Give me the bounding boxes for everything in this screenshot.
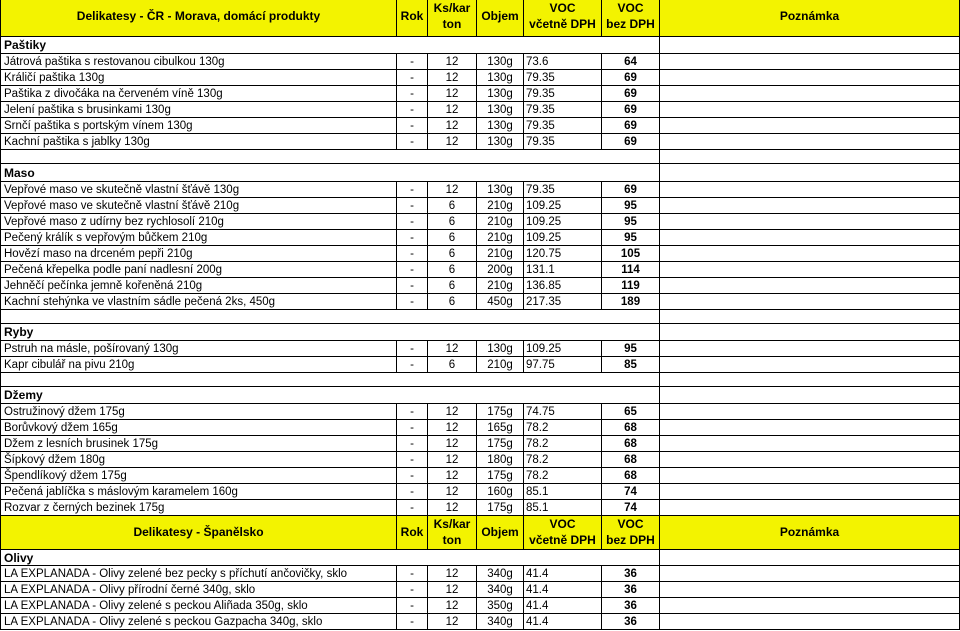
product-row (0, 102, 960, 118)
product-row (0, 54, 960, 70)
pieces-per-carton-cell[interactable]: 12 (428, 500, 477, 516)
product-name-cell[interactable]: LA EXPLANADA - Olivy zelené s peckou Aliñada 350g, sklo (0, 598, 397, 614)
price-incl-vat-cell[interactable]: 79.35 (524, 182, 602, 198)
note-cell[interactable] (660, 198, 960, 214)
price-excl-vat-cell[interactable]: 69 (602, 182, 660, 198)
year-cell[interactable]: - (397, 420, 428, 436)
product-row (0, 294, 960, 310)
volume-cell[interactable]: 130g (477, 134, 524, 150)
volume-cell[interactable]: 210g (477, 246, 524, 262)
price-incl-vat-cell[interactable]: 109.25 (524, 230, 602, 246)
product-row (0, 341, 960, 357)
note-cell[interactable] (660, 566, 960, 582)
price-excl-vat-cell[interactable]: 68 (602, 420, 660, 436)
pieces-per-carton-cell[interactable]: 12 (428, 598, 477, 614)
year-cell[interactable]: - (397, 566, 428, 582)
product-name-cell[interactable]: Kapr cibulář na pivu 210g (0, 357, 397, 373)
header-kskar-line2: ton (442, 17, 462, 31)
pieces-per-carton-cell[interactable]: 12 (428, 102, 477, 118)
note-cell[interactable] (660, 294, 960, 310)
year-cell[interactable]: - (397, 86, 428, 102)
section-title: Džemy (0, 387, 660, 404)
note-cell[interactable] (660, 278, 960, 294)
note-cell[interactable] (660, 404, 960, 420)
note-cell[interactable] (660, 468, 960, 484)
product-row (0, 484, 960, 500)
column-header-poznamka (660, 516, 960, 550)
blank-row (0, 150, 960, 164)
note-cell[interactable] (660, 436, 960, 452)
year-cell[interactable]: - (397, 118, 428, 134)
header-objem-label: Objem (481, 525, 519, 539)
header-rok-label: Rok (400, 9, 424, 23)
pieces-per-carton-cell[interactable]: 12 (428, 420, 477, 436)
year-cell[interactable]: - (397, 341, 428, 357)
blank-row (0, 373, 960, 387)
volume-cell[interactable]: 175g (477, 436, 524, 452)
note-cell[interactable] (660, 150, 960, 164)
section-row-ryby (0, 324, 960, 341)
product-row (0, 566, 960, 582)
header-voc-excl-line1: VOC (617, 1, 644, 15)
year-cell[interactable]: - (397, 582, 428, 598)
price-incl-vat-cell[interactable]: 79.35 (524, 118, 602, 134)
product-name-cell[interactable]: Vepřové maso ve skutečně vlastní šťávě 130g (0, 182, 397, 198)
price-excl-vat-cell[interactable]: 95 (602, 214, 660, 230)
volume-cell[interactable]: 210g (477, 357, 524, 373)
price-excl-vat-cell[interactable]: 69 (602, 118, 660, 134)
volume-cell[interactable]: 130g (477, 54, 524, 70)
note-cell[interactable] (660, 357, 960, 373)
price-excl-vat-cell[interactable]: 36 (602, 566, 660, 582)
product-row (0, 614, 960, 630)
column-header-voc-incl (524, 0, 602, 37)
product-row (0, 452, 960, 468)
price-excl-vat-cell[interactable]: 36 (602, 614, 660, 630)
year-cell[interactable]: - (397, 54, 428, 70)
price-incl-vat-cell[interactable]: 109.25 (524, 341, 602, 357)
blank-cell (0, 310, 660, 324)
price-incl-vat-cell[interactable]: 78.2 (524, 436, 602, 452)
product-row (0, 357, 960, 373)
product-row (0, 134, 960, 150)
product-name-cell[interactable]: Srnčí paštika s portským vínem 130g (0, 118, 397, 134)
column-header-kskarton (428, 516, 477, 550)
product-row (0, 420, 960, 436)
price-incl-vat-cell[interactable]: 131.1 (524, 262, 602, 278)
pieces-per-carton-cell[interactable]: 12 (428, 182, 477, 198)
pieces-per-carton-cell[interactable]: 12 (428, 582, 477, 598)
product-row (0, 70, 960, 86)
product-name-cell[interactable]: Kachní stehýnka ve vlastním sádle pečená 2ks, 450g (0, 294, 397, 310)
volume-cell[interactable]: 175g (477, 500, 524, 516)
price-excl-vat-cell[interactable]: 65 (602, 404, 660, 420)
year-cell[interactable]: - (397, 404, 428, 420)
product-row (0, 500, 960, 516)
year-cell[interactable]: - (397, 598, 428, 614)
volume-cell[interactable]: 210g (477, 214, 524, 230)
volume-cell[interactable]: 130g (477, 182, 524, 198)
pieces-per-carton-cell[interactable]: 12 (428, 86, 477, 102)
product-name-cell[interactable]: Rozvar z černých bezinek 175g (0, 500, 397, 516)
pieces-per-carton-cell[interactable]: 12 (428, 484, 477, 500)
column-header-voc-incl (524, 516, 602, 550)
blank-cell (0, 150, 660, 164)
price-incl-vat-cell[interactable]: 79.35 (524, 102, 602, 118)
product-row (0, 404, 960, 420)
product-row (0, 582, 960, 598)
header-voc-incl-line2: včetně DPH (529, 533, 596, 547)
price-excl-vat-cell[interactable]: 68 (602, 436, 660, 452)
header-voc-incl-line1: VOC (549, 517, 576, 531)
header-voc-incl-line1: VOC (549, 1, 576, 15)
price-incl-vat-cell[interactable]: 97.75 (524, 357, 602, 373)
header-voc-incl-line2: včetně DPH (529, 17, 596, 31)
pieces-per-carton-cell[interactable]: 12 (428, 341, 477, 357)
section-title: Ryby (0, 324, 660, 341)
product-name-cell[interactable]: Jehněčí pečínka jemně kořeněná 210g (0, 278, 397, 294)
pieces-per-carton-cell[interactable]: 6 (428, 357, 477, 373)
column-header-poznamka (660, 0, 960, 37)
product-name-cell[interactable]: LA EXPLANADA - Olivy přírodní černé 340g, sklo (0, 582, 397, 598)
year-cell[interactable]: - (397, 294, 428, 310)
pieces-per-carton-cell[interactable]: 6 (428, 214, 477, 230)
price-incl-vat-cell[interactable]: 109.25 (524, 214, 602, 230)
header-row (0, 516, 960, 550)
header-voc-excl-line2: bez DPH (606, 17, 655, 31)
volume-cell[interactable]: 350g (477, 598, 524, 614)
product-name-cell[interactable]: Kachní paštika s jablky 130g (0, 134, 397, 150)
column-header-rok (397, 516, 428, 550)
year-cell[interactable]: - (397, 357, 428, 373)
year-cell[interactable]: - (397, 182, 428, 198)
section-title: Maso (0, 164, 660, 182)
volume-cell[interactable]: 210g (477, 230, 524, 246)
product-row (0, 468, 960, 484)
note-cell[interactable] (660, 373, 960, 387)
year-cell[interactable]: - (397, 262, 428, 278)
price-excl-vat-cell[interactable]: 64 (602, 54, 660, 70)
product-name-cell[interactable]: Džem z lesních brusinek 175g (0, 436, 397, 452)
price-incl-vat-cell[interactable]: 41.4 (524, 566, 602, 582)
price-incl-vat-cell[interactable]: 217.35 (524, 294, 602, 310)
product-row (0, 246, 960, 262)
year-cell[interactable]: - (397, 614, 428, 630)
price-incl-vat-cell[interactable]: 78.2 (524, 468, 602, 484)
price-incl-vat-cell[interactable]: 136.85 (524, 278, 602, 294)
price-excl-vat-cell[interactable]: 69 (602, 134, 660, 150)
product-name-cell[interactable]: Jelení paštika s brusinkami 130g (0, 102, 397, 118)
note-cell[interactable] (660, 246, 960, 262)
pieces-per-carton-cell[interactable]: 12 (428, 452, 477, 468)
price-excl-vat-cell[interactable]: 114 (602, 262, 660, 278)
price-excl-vat-cell[interactable]: 36 (602, 598, 660, 614)
year-cell[interactable]: - (397, 500, 428, 516)
pieces-per-carton-cell[interactable]: 12 (428, 404, 477, 420)
product-name-cell[interactable]: LA EXPLANADA - Olivy zelené bez pecky s příchutí ančovičky, sklo (0, 566, 397, 582)
note-cell[interactable] (660, 214, 960, 230)
note-cell[interactable] (660, 262, 960, 278)
product-row (0, 598, 960, 614)
pieces-per-carton-cell[interactable]: 6 (428, 246, 477, 262)
price-incl-vat-cell[interactable]: 41.4 (524, 614, 602, 630)
product-row (0, 198, 960, 214)
note-cell[interactable] (660, 182, 960, 198)
header-title: Delikatesy - ČR - Morava, domácí produkty (76, 9, 321, 23)
header-objem-label: Objem (481, 9, 519, 23)
product-name-cell[interactable]: LA EXPLANADA - Olivy zelené s peckou Gazpacha 340g, sklo (0, 614, 397, 630)
price-excl-vat-cell[interactable]: 69 (602, 70, 660, 86)
price-incl-vat-cell[interactable]: 85.1 (524, 500, 602, 516)
price-incl-vat-cell[interactable]: 74.75 (524, 404, 602, 420)
price-incl-vat-cell[interactable]: 41.4 (524, 582, 602, 598)
blank-row (0, 310, 960, 324)
pieces-per-carton-cell[interactable]: 12 (428, 134, 477, 150)
column-header-product (0, 516, 397, 550)
note-cell[interactable] (660, 86, 960, 102)
note-cell[interactable] (660, 134, 960, 150)
header-title: Delikatesy - Španělsko (133, 525, 264, 539)
price-excl-vat-cell[interactable]: 189 (602, 294, 660, 310)
volume-cell[interactable]: 200g (477, 262, 524, 278)
column-header-voc-excl (602, 516, 660, 550)
note-cell[interactable] (660, 484, 960, 500)
pieces-per-carton-cell[interactable]: 6 (428, 278, 477, 294)
note-cell[interactable] (660, 102, 960, 118)
note-cell[interactable] (660, 341, 960, 357)
price-excl-vat-cell[interactable]: 36 (602, 582, 660, 598)
year-cell[interactable]: - (397, 70, 428, 86)
note-cell[interactable] (660, 598, 960, 614)
product-name-cell[interactable]: Pečená křepelka podle paní nadlesní 200g (0, 262, 397, 278)
header-poznamka-label: Poznámka (779, 525, 840, 539)
price-incl-vat-cell[interactable]: 79.35 (524, 70, 602, 86)
product-row (0, 262, 960, 278)
volume-cell[interactable]: 130g (477, 341, 524, 357)
price-excl-vat-cell[interactable]: 68 (602, 468, 660, 484)
price-excl-vat-cell[interactable]: 69 (602, 102, 660, 118)
volume-cell[interactable]: 340g (477, 582, 524, 598)
product-name-cell[interactable]: Pečená jablíčka s máslovým karamelem 160g (0, 484, 397, 500)
price-excl-vat-cell[interactable]: 68 (602, 452, 660, 468)
header-kskar-line1: Ks/kar (433, 1, 471, 15)
price-incl-vat-cell[interactable]: 78.2 (524, 452, 602, 468)
note-cell[interactable] (660, 324, 960, 341)
note-cell[interactable] (660, 452, 960, 468)
note-cell[interactable] (660, 54, 960, 70)
column-header-voc-excl (602, 0, 660, 37)
note-cell[interactable] (660, 230, 960, 246)
product-name-cell[interactable]: Vepřové maso z udírny bez rychlosolí 210g (0, 214, 397, 230)
product-name-cell[interactable]: Špendlíkový džem 175g (0, 468, 397, 484)
pieces-per-carton-cell[interactable]: 12 (428, 54, 477, 70)
year-cell[interactable]: - (397, 246, 428, 262)
pieces-per-carton-cell[interactable]: 12 (428, 118, 477, 134)
section-row-maso (0, 164, 960, 182)
header-kskar-line1: Ks/kar (433, 517, 471, 531)
product-row (0, 230, 960, 246)
header-voc-excl-line2: bez DPH (606, 533, 655, 547)
header-row (0, 0, 960, 37)
product-row (0, 86, 960, 102)
price-excl-vat-cell[interactable]: 69 (602, 86, 660, 102)
column-header-objem (477, 516, 524, 550)
pieces-per-carton-cell[interactable]: 6 (428, 198, 477, 214)
price-incl-vat-cell[interactable]: 85.1 (524, 484, 602, 500)
pieces-per-carton-cell[interactable]: 12 (428, 468, 477, 484)
volume-cell[interactable]: 175g (477, 404, 524, 420)
year-cell[interactable]: - (397, 198, 428, 214)
pieces-per-carton-cell[interactable]: 12 (428, 614, 477, 630)
blank-cell (0, 373, 660, 387)
volume-cell[interactable]: 130g (477, 86, 524, 102)
year-cell[interactable]: - (397, 484, 428, 500)
price-incl-vat-cell[interactable]: 109.25 (524, 198, 602, 214)
year-cell[interactable]: - (397, 278, 428, 294)
volume-cell[interactable]: 450g (477, 294, 524, 310)
price-incl-vat-cell[interactable]: 79.35 (524, 134, 602, 150)
volume-cell[interactable]: 130g (477, 70, 524, 86)
price-incl-vat-cell[interactable]: 78.2 (524, 420, 602, 436)
price-excl-vat-cell[interactable]: 105 (602, 246, 660, 262)
pieces-per-carton-cell[interactable]: 12 (428, 436, 477, 452)
product-name-cell[interactable]: Králičí paštika 130g (0, 70, 397, 86)
header-poznamka-label: Poznámka (779, 9, 840, 23)
product-name-cell[interactable]: Ostružinový džem 175g (0, 404, 397, 420)
price-incl-vat-cell[interactable]: 41.4 (524, 598, 602, 614)
pieces-per-carton-cell[interactable]: 6 (428, 262, 477, 278)
product-row (0, 214, 960, 230)
section-row-pastiky (0, 37, 960, 54)
price-incl-vat-cell[interactable]: 73.6 (524, 54, 602, 70)
year-cell[interactable]: - (397, 436, 428, 452)
note-cell[interactable] (660, 420, 960, 436)
note-cell[interactable] (660, 310, 960, 324)
product-name-cell[interactable]: Pečený králík s vepřovým bůčkem 210g (0, 230, 397, 246)
header-rok-label: Rok (400, 525, 424, 539)
product-name-cell[interactable]: Šípkový džem 180g (0, 452, 397, 468)
column-header-kskarton (428, 0, 477, 37)
volume-cell[interactable]: 160g (477, 484, 524, 500)
product-name-cell[interactable]: Pstruh na másle, pošírovaný 130g (0, 341, 397, 357)
year-cell[interactable]: - (397, 102, 428, 118)
volume-cell[interactable]: 340g (477, 566, 524, 582)
price-excl-vat-cell[interactable]: 85 (602, 357, 660, 373)
price-excl-vat-cell[interactable]: 74 (602, 484, 660, 500)
price-excl-vat-cell[interactable]: 119 (602, 278, 660, 294)
product-name-cell[interactable]: Paštika z divočáka na červeném víně 130g (0, 86, 397, 102)
volume-cell[interactable]: 210g (477, 198, 524, 214)
year-cell[interactable]: - (397, 134, 428, 150)
note-cell[interactable] (660, 37, 960, 54)
volume-cell[interactable]: 340g (477, 614, 524, 630)
price-excl-vat-cell[interactable]: 95 (602, 341, 660, 357)
section-title: Olivy (0, 550, 660, 566)
product-name-cell[interactable]: Hovězí maso na drceném pepři 210g (0, 246, 397, 262)
volume-cell[interactable]: 130g (477, 102, 524, 118)
header-kskar-line2: ton (442, 533, 462, 547)
product-row (0, 118, 960, 134)
section-title: Paštiky (0, 37, 660, 54)
column-header-product (0, 0, 397, 37)
note-cell[interactable] (660, 118, 960, 134)
price-excl-vat-cell[interactable]: 95 (602, 230, 660, 246)
price-incl-vat-cell[interactable]: 79.35 (524, 86, 602, 102)
product-row (0, 436, 960, 452)
note-cell[interactable] (660, 614, 960, 630)
note-cell[interactable] (660, 500, 960, 516)
note-cell[interactable] (660, 582, 960, 598)
product-name-cell[interactable]: Borůvkový džem 165g (0, 420, 397, 436)
product-name-cell[interactable]: Vepřové maso ve skutečně vlastní šťávě 210g (0, 198, 397, 214)
year-cell[interactable]: - (397, 230, 428, 246)
section-row-olivy (0, 550, 960, 566)
pieces-per-carton-cell[interactable]: 6 (428, 294, 477, 310)
product-row (0, 182, 960, 198)
volume-cell[interactable]: 165g (477, 420, 524, 436)
volume-cell[interactable]: 175g (477, 468, 524, 484)
column-header-rok (397, 0, 428, 37)
year-cell[interactable]: - (397, 452, 428, 468)
note-cell[interactable] (660, 70, 960, 86)
pieces-per-carton-cell[interactable]: 12 (428, 566, 477, 582)
price-excl-vat-cell[interactable]: 95 (602, 198, 660, 214)
header-voc-excl-line1: VOC (617, 517, 644, 531)
product-row (0, 278, 960, 294)
price-excl-vat-cell[interactable]: 74 (602, 500, 660, 516)
product-name-cell[interactable]: Játrová paštika s restovanou cibulkou 130g (0, 54, 397, 70)
note-cell[interactable] (660, 550, 960, 566)
volume-cell[interactable]: 180g (477, 452, 524, 468)
pieces-per-carton-cell[interactable]: 12 (428, 70, 477, 86)
section-row-dzemy (0, 387, 960, 404)
volume-cell[interactable]: 130g (477, 118, 524, 134)
note-cell[interactable] (660, 164, 960, 182)
volume-cell[interactable]: 210g (477, 278, 524, 294)
column-header-objem (477, 0, 524, 37)
price-incl-vat-cell[interactable]: 120.75 (524, 246, 602, 262)
note-cell[interactable] (660, 387, 960, 404)
year-cell[interactable]: - (397, 214, 428, 230)
year-cell[interactable]: - (397, 468, 428, 484)
pieces-per-carton-cell[interactable]: 6 (428, 230, 477, 246)
